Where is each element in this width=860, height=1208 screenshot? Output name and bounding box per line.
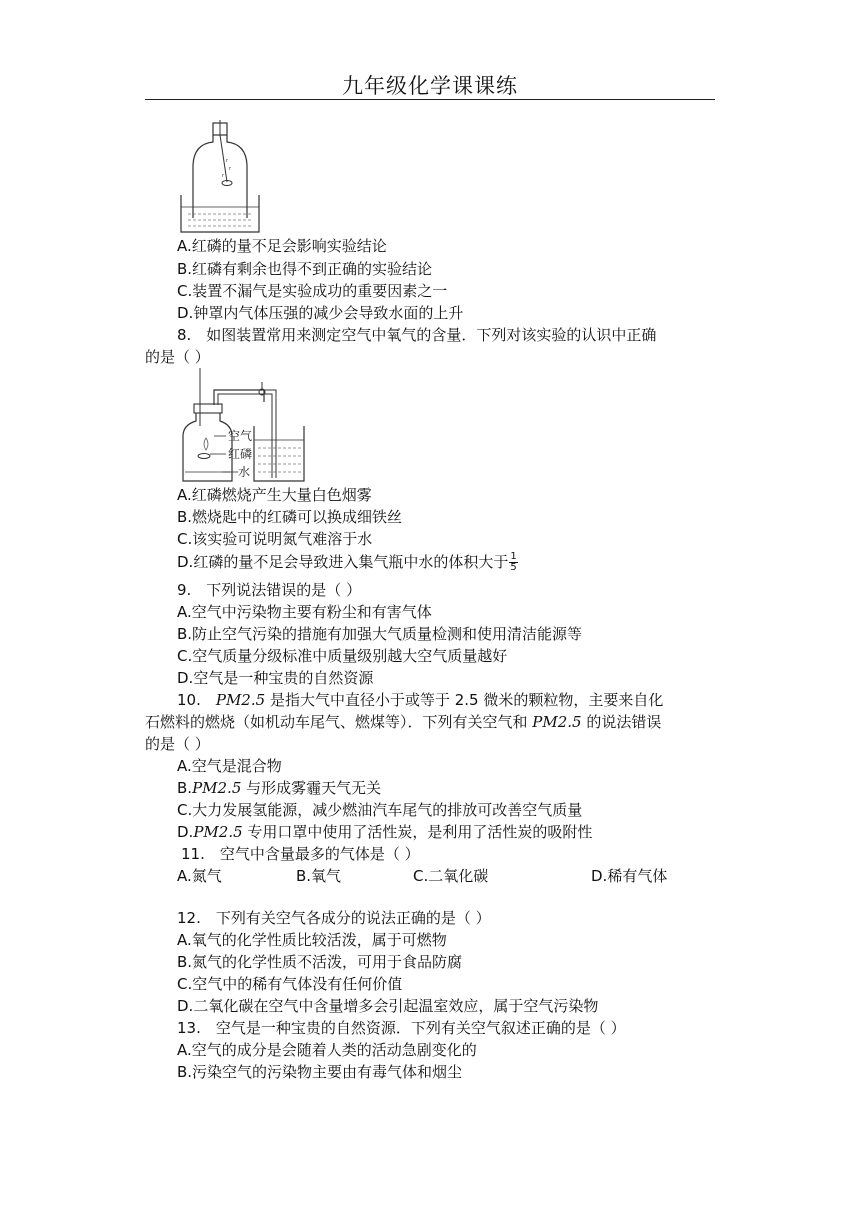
q11-stem: 11. 空气中含量最多的气体是（ ） bbox=[181, 845, 420, 863]
pm25-term: PM2.5 bbox=[532, 713, 582, 731]
q7-option-d: D.钟罩内气体压强的减少会导致水面的上升 bbox=[177, 304, 464, 322]
q12-stem: 12. 下列有关空气各成分的说法正确的是（ ） bbox=[177, 909, 491, 927]
pm25-term: PM2.5 bbox=[192, 779, 242, 797]
q10-stem-text1: 是指大气中直径小于或等于 2.5 微米的颗粒物，主要来自化 bbox=[265, 691, 664, 709]
q8-option-c: C.该实验可说明氮气难溶于水 bbox=[177, 530, 373, 548]
q10-stem-text2: 石燃料的燃烧（如机动车尾气、燃煤等）．下列有关空气和 bbox=[145, 713, 533, 731]
q12-option-b: B.氮气的化学性质不活泼，可用于食品防腐 bbox=[177, 953, 463, 971]
option-letter: D. bbox=[177, 823, 194, 841]
q11-option-b: B.氧气 bbox=[296, 867, 342, 885]
q8-stem-line2: 的是（ ） bbox=[145, 348, 210, 366]
q9-stem: 9. 下列说法错误的是（ ） bbox=[177, 581, 362, 599]
oxygen-measurement-apparatus-figure bbox=[176, 368, 316, 484]
q11-option-a: A.氮气 bbox=[177, 867, 222, 885]
q10-option-d bbox=[177, 822, 592, 842]
svg-text:r: r bbox=[226, 158, 229, 164]
page-header-title: 九年级化学课课练 bbox=[342, 74, 518, 98]
q9-option-a: A.空气中污染物主要有粉尘和有害气体 bbox=[177, 603, 432, 621]
q10-option-a: A.空气是混合物 bbox=[177, 757, 282, 775]
q8-option-b: B.燃烧匙中的红磷可以换成细铁丝 bbox=[177, 508, 403, 526]
q8-option-d-text: D.红磷的量不足会导致进入集气瓶中水的体积大于 bbox=[177, 553, 509, 571]
header-rule bbox=[145, 99, 715, 100]
q9-option-d: D.空气是一种宝贵的自然资源 bbox=[177, 669, 374, 687]
q10-stem-line2 bbox=[145, 712, 661, 732]
q13-option-a: A.空气的成分是会随着人类的活动急剧变化的 bbox=[177, 1041, 477, 1059]
q10-stem-line1 bbox=[177, 690, 663, 710]
pm25-term: PM2.5 bbox=[193, 823, 243, 841]
q7-option-b: B.红磷有剩余也得不到正确的实验结论 bbox=[177, 260, 433, 278]
option-text: 与形成雾霾天气无关 bbox=[241, 779, 382, 797]
q12-option-c: C.空气中的稀有气体没有任何价值 bbox=[177, 975, 403, 993]
figure-label-water: 水 bbox=[238, 465, 251, 479]
pm25-term: PM2.5 bbox=[215, 691, 266, 709]
fraction-denominator: 5 bbox=[510, 562, 517, 573]
q8-option-a: A.红磷燃烧产生大量白色烟雾 bbox=[177, 486, 372, 504]
q13-stem: 13. 空气是一种宝贵的自然资源．下列有关空气叙述正确的是（ ） bbox=[177, 1019, 626, 1037]
q9-option-c: C.空气质量分级标准中质量级别越大空气质量越好 bbox=[177, 647, 508, 665]
bell-jar-figure bbox=[176, 120, 266, 235]
option-text: 专用口罩中使用了活性炭，是利用了活性炭的吸附性 bbox=[242, 823, 593, 841]
q8-stem-line1: 8. 如图装置常用来测定空气中氧气的含量．下列对该实验的认识中正确 bbox=[177, 326, 657, 344]
q12-option-a: A.氧气的化学性质比较活泼，属于可燃物 bbox=[177, 931, 447, 949]
q10-stem-text3: 的说法错误 bbox=[581, 713, 662, 731]
figure-label-air: 空气 bbox=[228, 429, 253, 443]
q9-option-b: B.防止空气污染的措施有加强大气质量检测和使用清洁能源等 bbox=[177, 625, 583, 643]
q13-option-b: B.污染空气的污染物主要由有毒气体和烟尘 bbox=[177, 1063, 463, 1081]
q10-option-c: C.大力发展氢能源，减少燃油汽车尾气的排放可改善空气质量 bbox=[177, 801, 583, 819]
figure-label-phosphorus: 红磷 bbox=[228, 447, 253, 461]
fraction-numerator: 1 bbox=[510, 551, 517, 562]
one-fifth-fraction bbox=[509, 552, 517, 573]
q10-number: 10. bbox=[177, 691, 216, 709]
q7-option-a: A.红磷的量不足会影响实验结论 bbox=[177, 237, 387, 255]
q12-option-d: D.二氧化碳在空气中含量增多会引起温室效应，属于空气污染物 bbox=[177, 997, 599, 1015]
svg-text:r: r bbox=[229, 166, 232, 172]
q11-option-c: C.二氧化碳 bbox=[413, 867, 489, 885]
q10-stem-line3: 的是（ ） bbox=[145, 735, 210, 753]
q10-option-b bbox=[177, 778, 381, 798]
q7-option-c: C.装置不漏气是实验成功的重要因素之一 bbox=[177, 282, 448, 300]
option-letter: B. bbox=[177, 779, 193, 797]
svg-text:r: r bbox=[222, 173, 225, 179]
q8-option-d bbox=[177, 552, 518, 573]
q11-option-d: D.稀有气体 bbox=[591, 867, 668, 885]
